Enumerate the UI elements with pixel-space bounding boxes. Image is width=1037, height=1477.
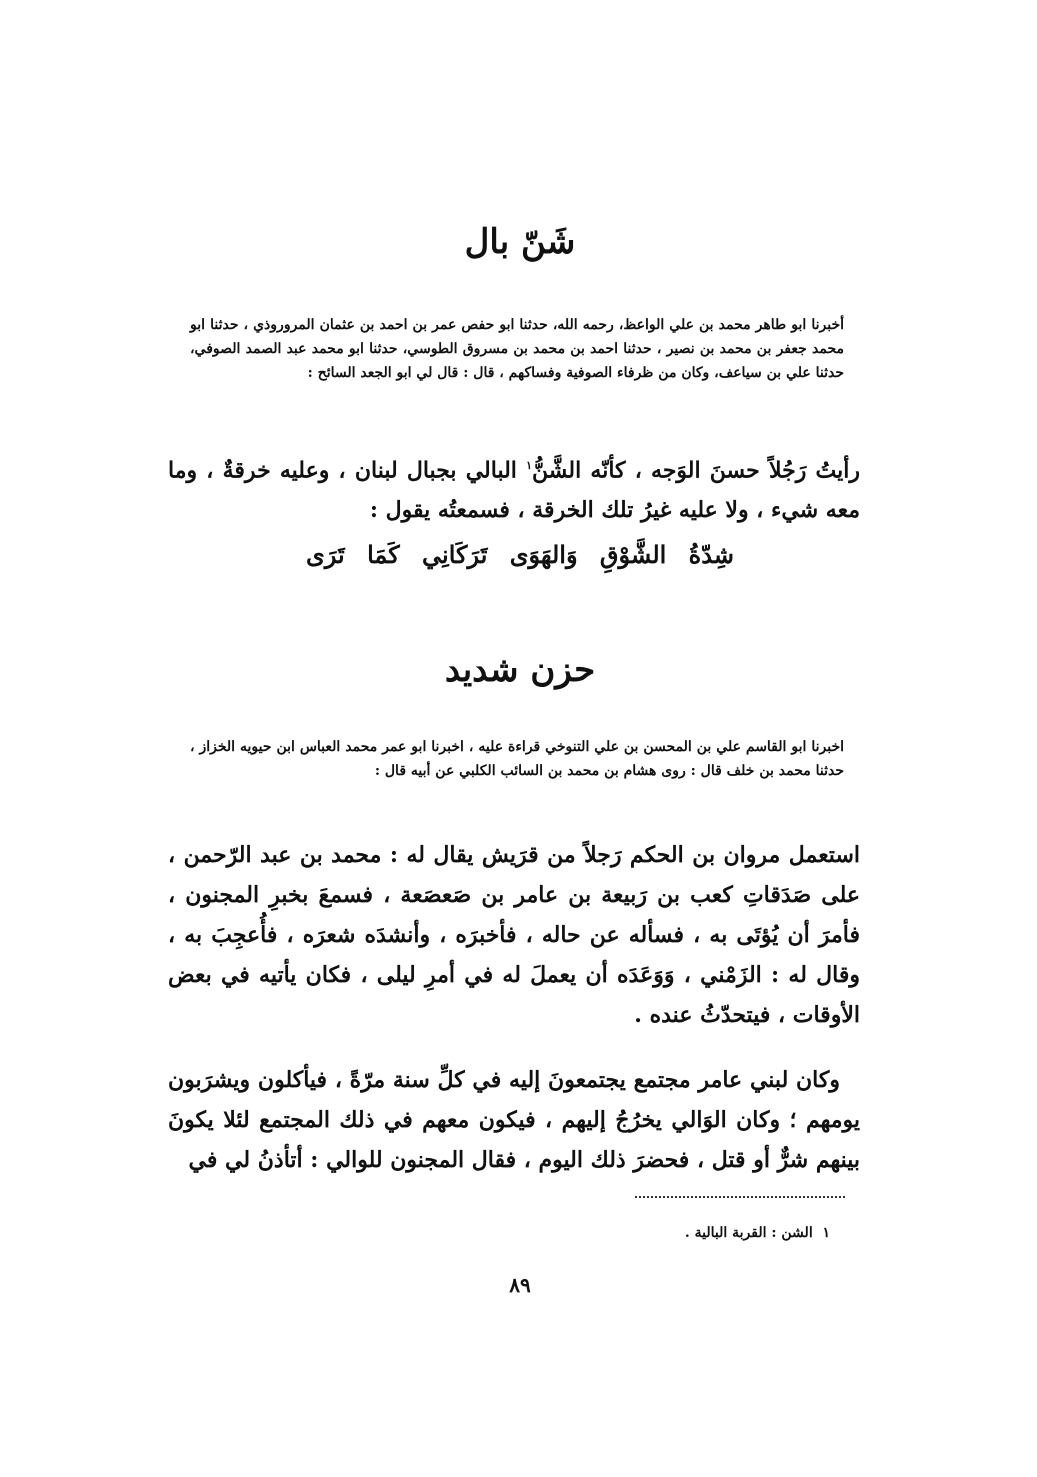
footnote-divider — [635, 1196, 845, 1198]
poem-verse: شِدّةُ الشَّوْقِ وَالهَوَى تَرَكَانِي كَمَا تَرَى — [306, 540, 734, 569]
section-title-huzn-shadid: حزن شديد — [444, 650, 596, 690]
footnote-number: ١ — [822, 1225, 830, 1241]
footnote-reference-mark: ١ — [526, 459, 533, 472]
footnote-text: الشن : القربة البالية . — [684, 1225, 813, 1241]
isnad-paragraph-2: اخبرنا ابو القاسم علي بن المحسن بن علي التنوخي قراءة عليه ، اخبرنا ابو عمر محمد العباس ابن حيويه الخزاز ، حدثنا محمد بن خلف قال : روى هشام بن محمد بن السائب الكلبي عن أبيه قال : — [190, 739, 844, 779]
page-number: ٨٩ — [509, 1273, 531, 1297]
narrative-paragraph-1 — [168, 446, 860, 530]
narrative-text-before-note: رأيتُ رَجُلاً حسنَ الوَجه ، كأنّه الشَّنُّ — [532, 457, 860, 484]
footnote — [560, 1225, 830, 1241]
narrative-paragraph-3: وكان لبني عامر مجتمع يجتمعونَ إليه في كلِّ سنة مرّةً ، فيأكلون ويشرَبون يومهم ؛ وكان الوَالي يخرُجُ إليهم ، فيكون معهم في ذلك المجتمع لئلا يكونَ بينهم شرٌّ أو قتل ، فحضرَ ذلك اليوم ، فقال المجنون للوالي : أتأذنُ لي في — [168, 1067, 860, 1173]
narrative-paragraph-2: استعمل مروان بن الحكم رَجلاً من قرَيش يقال له : محمد بن عبد الرّحمن ، على صَدَقاتِ كعب بن رَبيعة بن عامر بن صَعصَعة ، فسمعَ بخبرِ المجنون ، فأمرَ أن يُؤتَى به ، فسأله عن حاله ، فأخبرَه ، وأنشدَه شعرَه ، فأُعجِبَ به ، وقال له : الزَمْني ، وَوَعَدَه أن يعملَ له في أمرِ ليلى ، فكان يأتيه في بعض الأوقات ، فيتحدّثُ عنده . — [168, 842, 860, 1028]
isnad-paragraph-1: أخبرنا ابو طاهر محمد بن علي الواعظ، رحمه الله، حدثنا ابو حفص عمر بن احمد بن عثمان المروروذي ، حدثنا ابو محمد جعفر بن محمد بن نصير ، حدثنا احمد بن محمد بن مسروق الطوسي، حدثنا ابو محمد عبد الصمد الصوفي، حدثنا علي بن سياعف، وكان من ظرفاء الصوفية وفساكهم ، قال : قال لي ابو الجعد السائح : — [190, 317, 844, 381]
narrative-text-after-note: البالي بجبال لبنان ، وعليه خرقةٌ ، وما معه شيء ، ولا عليه غيرُ تلك الخرقة ، فسمعتُه يقول : — [168, 457, 860, 524]
section-title-shann-bal: شَنّ بال — [464, 222, 576, 262]
